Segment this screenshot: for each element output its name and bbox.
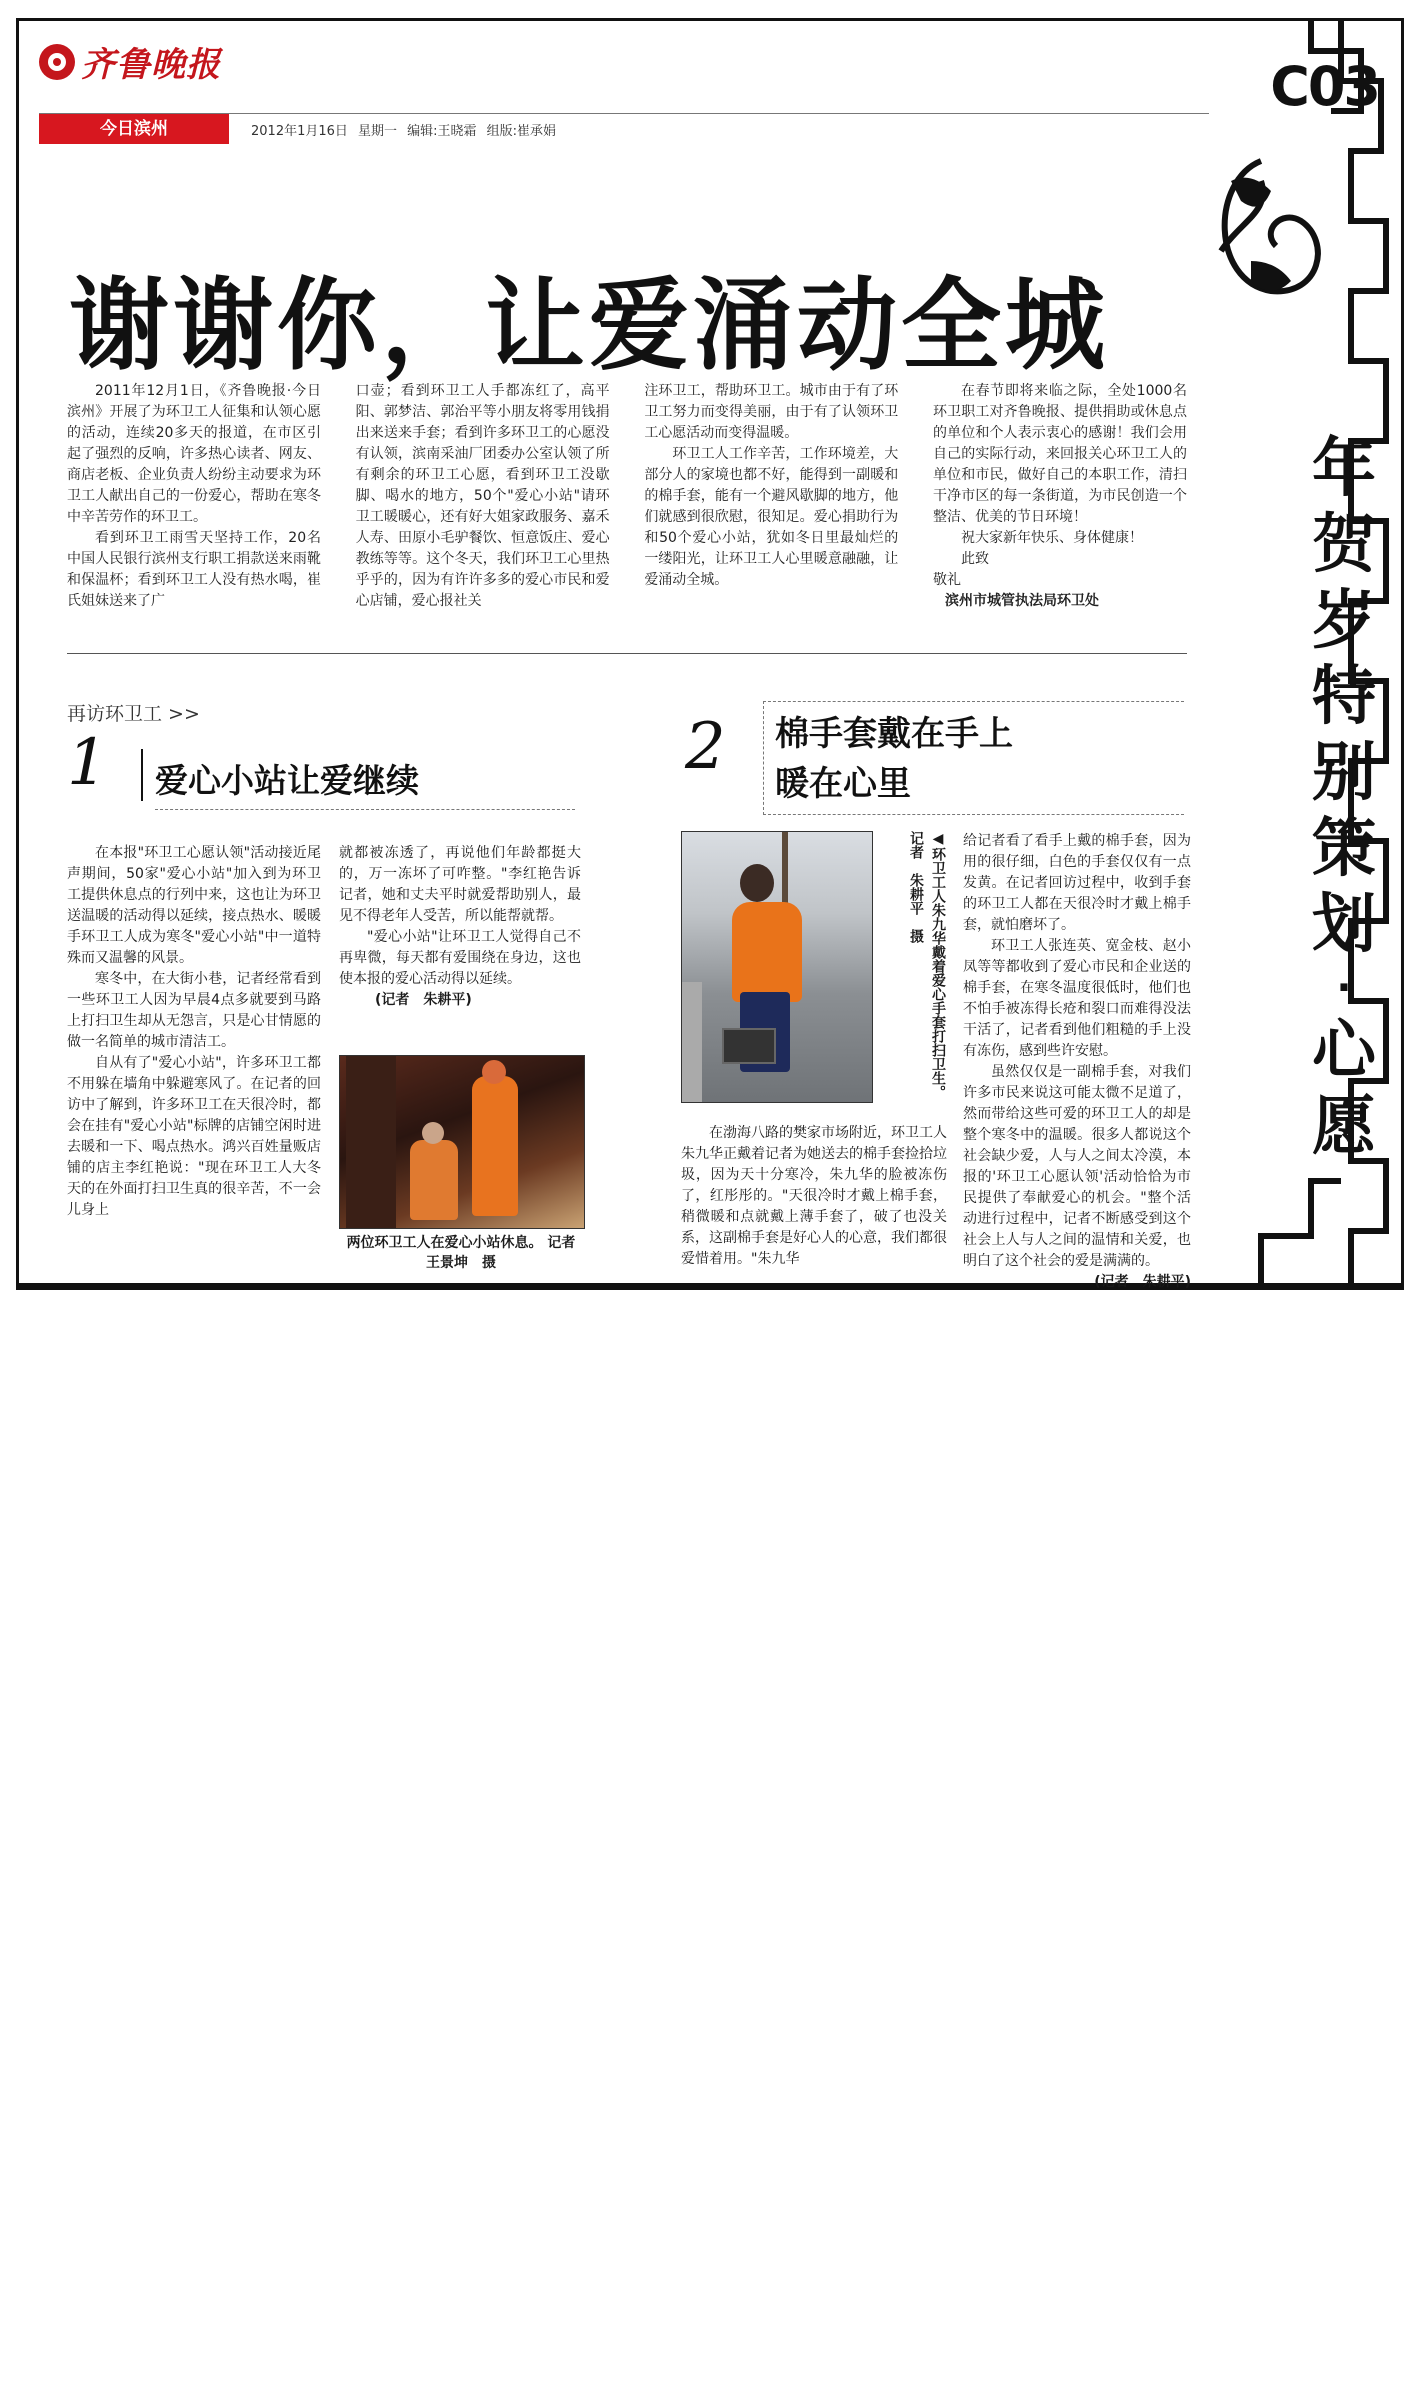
- issue-meta: 2012年1月16日 星期一 编辑:王晓霜 组版:崔承娟: [251, 124, 557, 139]
- paragraph: 在渤海八路的樊家市场附近，环卫工人朱九华正戴着记者为她送去的棉手套捡拾垃圾，因为天十分寒冷，朱九华的脸被冻伤了，红彤彤的。"天很冷时才戴上棉手套，稍微暖和点就戴上薄手套了，破了也没关系，这副棉手套是好心人的心意，我们都很爱惜着用。"朱九华: [681, 1125, 947, 1267]
- section2-title: [775, 709, 1013, 809]
- paragraph: 口壶；看到环卫工人手都冻红了，高平阳、郭梦洁、郭治平等小朋友将零用钱捐出来送来手套；看到许多环卫工的心愿没有认领，滨南采油厂团委办公室认领了所有剩余的环卫工心愿，看到环卫工没歇脚、喝水的地方，50个"爱心小站"请环卫工暖暖心，还有好大姐家政服务、嘉禾人寿、田原小毛驴餐饮、恒意饭庄、爱心教练等等。这个冬天，我们环卫工心里热乎乎的，因为有许许多多的爱心市民和爱心店铺，爱心报社关: [355, 383, 610, 609]
- byline: (记者 朱耕平): [1094, 1274, 1191, 1290]
- page-number: C03: [1270, 55, 1379, 118]
- paragraph: "爱心小站"让环卫工人觉得自己不再卑微，每天都有爱围绕在身边，这也使本报的爱心活动得以延续。: [339, 929, 581, 987]
- side-title-char: 别: [1312, 736, 1376, 810]
- letter-signature: 滨州市城管执法局环卫处: [944, 593, 1099, 609]
- letter-closing: 此致: [960, 551, 989, 567]
- photo-love-station: [339, 1055, 585, 1229]
- byline: (记者 朱耕平): [375, 992, 472, 1008]
- logo-emblem-icon: [39, 44, 75, 80]
- paragraph: 环卫工人工作辛苦，工作环境差，大部分人的家境也都不好，能得到一副暖和的棉手套，能有一个避风歇脚的地方，他们就感到很欣慰，很知足。爱心捐助行为和50个爱心小站，犹如冬日里最灿烂的一缕阳光，让环卫工人心里暖意融融，让爱涌动全城。: [644, 446, 899, 588]
- side-title-char: ·: [1336, 965, 1352, 1011]
- side-title-char: 心: [1312, 1014, 1376, 1088]
- paragraph: 在春节即将来临之际，全处1000名环卫职工对齐鲁晚报、提供捐助或休息点的单位和个人表示衷心的感谢！我们会用自己的实际行动，来回报关心环卫工人的单位和市民，做好自己的本职工作，清扫干净市区的每一条街道，为市民创造一个整洁、优美的节日环境！: [932, 383, 1187, 525]
- section-kicker: 再访环卫工 >>: [67, 703, 200, 725]
- section2-column: [681, 1123, 947, 1270]
- letter-column: [356, 381, 610, 612]
- photo-caption-vertical: ◀环卫工人朱九华戴着爱心手套打扫卫生。 记者 朱耕平 摄: [908, 831, 946, 1099]
- side-title-char: 年: [1312, 432, 1376, 506]
- paper-name: 齐鲁晚报: [81, 45, 221, 85]
- paragraph: 给记者看了看手上戴的棉手套，因为用的很仔细，白色的手套仅仅有一点发黄。在记者回访过程中，收到手套的环卫工人都在天很冷时才戴上棉手套，就怕磨坏了。: [963, 833, 1191, 933]
- side-vertical-title: [1299, 431, 1389, 1165]
- paragraph: 注环卫工，帮助环卫工。城市由于有了环卫工努力而变得美丽，由于有了认领环卫工心愿活动而变得温暖。: [644, 383, 899, 441]
- paragraph: 2011年12月1日，《齐鲁晚报·今日滨州》开展了为环卫工人征集和认领心愿的活动，连续20多天的报道，在市区引起了强烈的反响，许多热心读者、网友、商店老板、企业负责人纷纷主动要求为环卫工人献出自己的一份爱心，帮助在寒冬中辛苦劳作的环卫工。: [67, 383, 321, 525]
- side-title-char: 划: [1312, 888, 1376, 962]
- title-line: 暖在心里: [775, 764, 911, 804]
- section-number-1: 1: [67, 726, 108, 800]
- side-title-char: 岁: [1312, 584, 1376, 658]
- letter-column: [67, 381, 321, 612]
- side-title-char: 愿: [1312, 1090, 1376, 1164]
- side-title-char: 特: [1312, 660, 1376, 734]
- side-title-char: 贺: [1312, 508, 1376, 582]
- section1-column: [339, 843, 581, 1011]
- masthead-logo: [39, 37, 221, 86]
- side-title-char: 策: [1312, 812, 1376, 886]
- title-underline: [155, 809, 575, 810]
- section2-column: [963, 831, 1191, 1293]
- section-number-2: 2: [685, 710, 726, 784]
- photo-worker-gloves: [681, 831, 873, 1103]
- title-line: 棉手套戴在手上: [775, 714, 1013, 754]
- paragraph: 在本报"环卫工心愿认领"活动接近尾声期间，50家"爱心小站"加入到为环卫工提供休息点的行列中来，这也让为环卫送温暖的活动得以延续，接点热水、暖暖手环卫工人成为寒冬"爱心小站"中一道特殊而又温馨的风景。: [67, 845, 321, 966]
- section-tag: 今日滨州: [39, 114, 229, 144]
- paragraph: 祝大家新年快乐、身体健康！: [960, 530, 1143, 546]
- page-headline: 谢谢你，让爱涌动全城: [69, 267, 1109, 384]
- letter-column: [644, 381, 898, 612]
- paragraph: 虽然仅仅是一副棉手套，对我们许多市民来说这可能太微不足道了，然而带给这些可爱的环卫工人的却是整个寒冬中的温暖。很多人都说这个社会缺少爱，人与人之间太冷漠，本报的'环卫工心愿认领'活动恰恰为市民提供了奉献爱心的机会。"整个活动进行过程中，记者不断感受到这个社会上人与人之间的温情和关爱，也明白了这个社会的爱是满满的。: [963, 1064, 1191, 1269]
- section-bar: [39, 113, 1209, 144]
- letter-salute: 敬礼: [932, 572, 961, 588]
- photo-caption: 两位环卫工人在爱心小站休息。 记者 王景坤 摄: [346, 1235, 590, 1271]
- newspaper-page: [16, 18, 1404, 1290]
- paragraph: 就都被冻透了，再说他们年龄都挺大的，万一冻坏了可咋整。"李红艳告诉记者，她和丈夫平时就爱帮助别人，最见不得老年人受苦，所以能帮就帮。: [339, 845, 581, 924]
- paragraph: 看到环卫工雨雪天坚持工作，20名中国人民银行滨州支行职工捐款送来雨靴和保温杯；看到环卫工人没有热水喝，崔氏姐妹送来了广: [67, 530, 321, 609]
- thank-you-letter: [67, 381, 1187, 612]
- letter-column: [933, 381, 1187, 612]
- section1-title: 爱心小站让爱继续: [155, 761, 419, 800]
- paragraph: 寒冬中，在大街小巷，记者经常看到一些环卫工人因为早晨4点多就要到马路上打扫卫生却从无怨言，只是心甘情愿的做一名简单的城市清洁工。: [67, 971, 321, 1050]
- title-bar-divider: [141, 749, 143, 801]
- section-divider: [67, 653, 1187, 654]
- paragraph: 环卫工人张连英、宽金枝、赵小凤等等都收到了爱心市民和企业送的棉手套，在寒冬温度很低时，他们也不怕手被冻得长疮和裂口而难得没法干活了，记者看到他们粗糙的手上没有冻伤，感到些许安慰。: [963, 938, 1191, 1059]
- section1-column: [67, 843, 321, 1221]
- paragraph: 自从有了"爱心小站"，许多环卫工都不用躲在墙角中躲避寒风了。在记者的回访中了解到，许多环卫工在天很冷时，都会在挂有"爱心小站"标牌的店铺空闲时进去暖和一下、喝点热水。鸿兴百姓量贩店铺的店主李红艳说："现在环卫工人大冬天的在外面打扫卫生真的很辛苦，不一会儿身上: [67, 1055, 321, 1218]
